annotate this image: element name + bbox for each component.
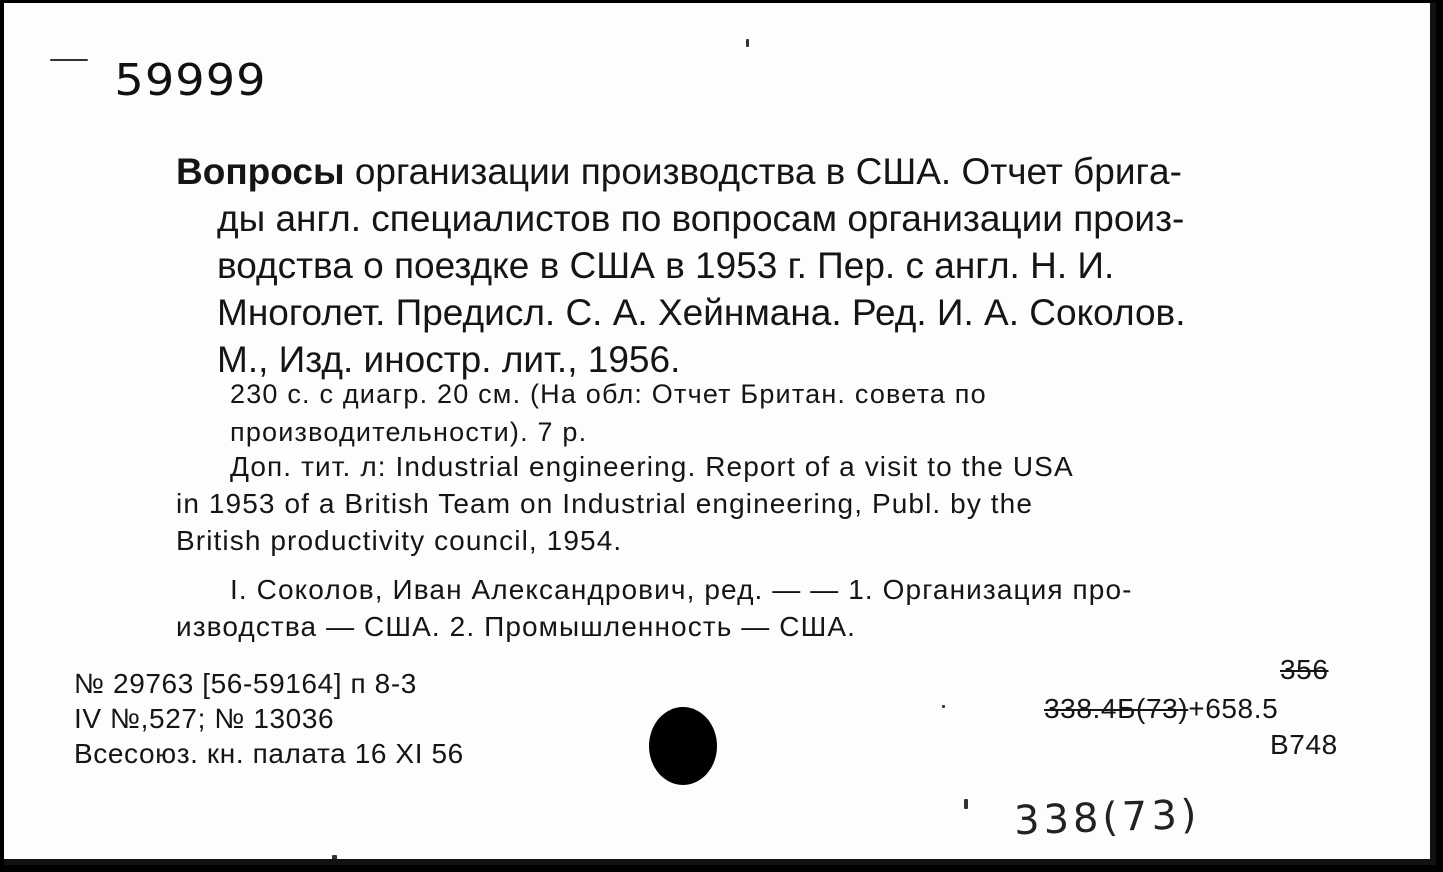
handwritten-accession-number: 59999 [114, 55, 267, 106]
added-title-line-2: in 1953 of a British Team on Industrial engineering, Publ. by the [176, 488, 1034, 519]
classification-codes [1044, 693, 1278, 725]
classification-struck-top: 356 [1280, 654, 1329, 685]
stray-mark [50, 59, 88, 61]
title-line-5: М., Изд. иностр. лит., 1956. [217, 339, 681, 380]
title-lead-word: Вопросы [176, 151, 345, 192]
title-line-4: Многолет. Предисл. С. А. Хейнмана. Ред. И. А. Соколов. [217, 292, 1186, 333]
registry-line-3: Всесоюз. кн. палата 16 XI 56 [74, 738, 464, 769]
title-line-3: водства о поездке в США в 1953 г. Пер. с англ. Н. И. [217, 245, 1115, 286]
registry-line-1: № 29763 [56-59164] п 8-3 [74, 668, 417, 699]
handwritten-classification-note: 338(73) [1013, 791, 1202, 845]
tracings-line-1: I. Соколов, Иван Александрович, ред. — — 1. Организация про- [230, 574, 1133, 605]
punch-hole [649, 707, 717, 785]
physical-desc-line-1: 230 с. с диагр. 20 см. (На обл: Отчет Британ. совета по [230, 379, 987, 409]
added-title-line-1: Доп. тит. л: Industrial engineering. Report of a visit to the USA [230, 451, 1074, 482]
catalog-card [4, 3, 1436, 865]
title-line-1 [176, 151, 1182, 193]
title-line-1-rest: организации производства в США. Отчет бригa- [344, 151, 1182, 192]
added-title-line-3: British productivity council, 1954. [176, 525, 623, 556]
registry-line-2: IV №,527; № 13036 [74, 703, 335, 734]
stray-mark [942, 705, 945, 708]
author-mark: В748 [1270, 729, 1338, 760]
stray-mark [964, 799, 968, 809]
title-line-2: ды англ. специалистов по вопросам организации произ- [217, 198, 1185, 239]
physical-desc-line-2: производительности). 7 р. [230, 417, 588, 447]
stray-mark [746, 39, 749, 47]
classification-struck-code: 338.4Б(73) [1044, 693, 1189, 724]
tracings-line-2: изводства — США. 2. Промышленность — США. [176, 611, 857, 642]
stray-mark [332, 855, 337, 860]
classification-added-code: +658.5 [1188, 693, 1279, 724]
